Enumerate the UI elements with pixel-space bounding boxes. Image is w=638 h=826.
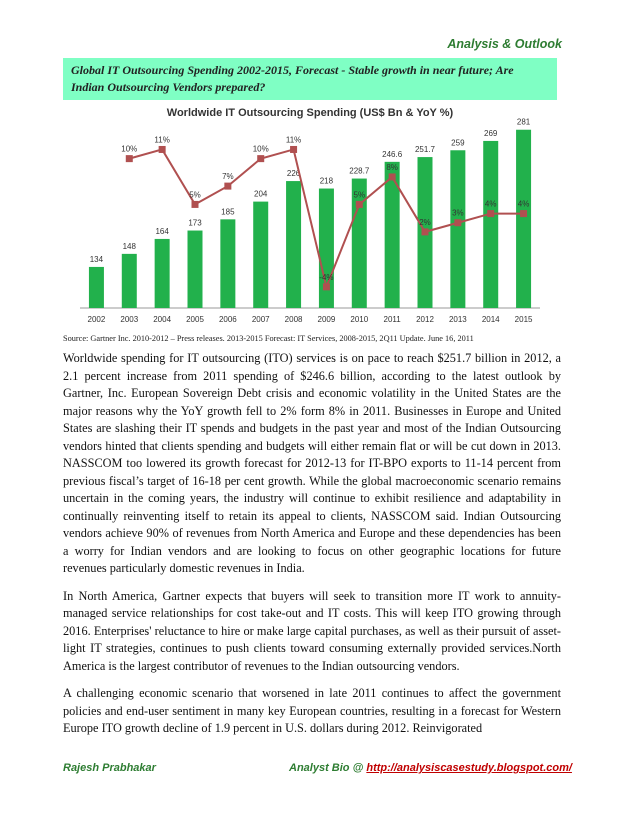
footer-bio-label: Analyst Bio @ xyxy=(289,762,367,774)
bar-2004 xyxy=(155,239,170,308)
bar-label-2009: 218 xyxy=(319,176,334,186)
bar-2007 xyxy=(253,202,268,308)
yoy-label-2014: 4% xyxy=(484,199,497,209)
tick-2005: 2005 xyxy=(186,315,204,324)
bio-link[interactable]: http://analysiscasestudy.blogspot.com/ xyxy=(366,762,572,774)
yoy-point-2004 xyxy=(159,146,166,153)
bar-2014 xyxy=(483,141,498,308)
yoy-label-2010: 5% xyxy=(353,190,366,200)
yoy-label-2007: 10% xyxy=(252,144,269,154)
bar-2015 xyxy=(516,130,531,308)
bar-label-2006: 185 xyxy=(221,207,235,217)
yoy-label-2006: 7% xyxy=(222,172,234,182)
yoy-label-2003: 10% xyxy=(121,144,138,154)
yoy-point-2008 xyxy=(290,146,297,153)
bar-label-2008: 226 xyxy=(286,169,301,179)
yoy-point-2013 xyxy=(454,219,461,226)
bar-label-2013: 259 xyxy=(451,138,465,148)
chart-source: Source: Gartner Inc. 2010-2012 – Press releases. 2013-2015 Forecast: IT Services, 2008-2015, 2Q11 Update. June 16, 2011 xyxy=(63,334,474,343)
bar-label-2015: 281 xyxy=(516,117,531,127)
bar-label-2014: 269 xyxy=(484,128,498,138)
bar-label-2007: 204 xyxy=(254,189,268,199)
tick-2004: 2004 xyxy=(153,315,172,324)
bar-2002 xyxy=(89,267,104,308)
yoy-label-2012: 2% xyxy=(419,217,431,227)
tick-2002: 2002 xyxy=(87,315,106,324)
bar-label-2011: 246.6 xyxy=(382,149,403,159)
tick-2009: 2009 xyxy=(317,315,336,324)
bar-label-2004: 164 xyxy=(155,226,169,236)
bar-2013 xyxy=(450,150,465,308)
paragraph-3: A challenging economic scenario that worsened in late 2011 continues to affect the government policies and end-user sentiment in many key European countries, resulting in a forecast for Western Europe ITO growth decline of 1.9 percent in U.S. dollars during 2012. Reinvigorated xyxy=(63,686,561,735)
tick-2013: 2013 xyxy=(448,315,467,324)
yoy-label-2005: 5% xyxy=(189,190,201,200)
yoy-point-2010 xyxy=(356,201,363,208)
yoy-point-2005 xyxy=(192,201,199,208)
bar-label-2005: 173 xyxy=(188,218,202,228)
yoy-point-2009 xyxy=(323,283,330,290)
tick-2010: 2010 xyxy=(350,315,369,324)
tick-2012: 2012 xyxy=(416,315,434,324)
bar-2011 xyxy=(385,162,400,308)
footer-bio xyxy=(289,762,572,774)
yoy-label-2009: -4% xyxy=(319,272,334,282)
yoy-label-2011: 8% xyxy=(386,162,398,172)
yoy-point-2007 xyxy=(257,155,264,162)
yoy-label-2004: 11% xyxy=(154,135,170,145)
bar-label-2010: 228.7 xyxy=(349,166,370,176)
yoy-point-2015 xyxy=(520,210,527,217)
bar-label-2002: 134 xyxy=(89,254,104,264)
bar-label-2012: 251.7 xyxy=(414,145,436,155)
paragraph-1: Worldwide spending for IT outsourcing (ITO) services is on pace to reach $251.7 billion in 2012, a 2.1 percent increase from 2011 spending of $246.6 billion, according to the latest outlook by Gartner, Inc. European Sovereign Debt crisis and economic volatility in the United States are the major reasons why the YoY growth fell to 2% form 8% in 2011. Businesses in Europe and United States are slashing their IT spends and budgets in the past year and most of the Indian Outsourcing vendors hinted that clients spending and budgets will either remain flat or will be cut down in 2013. NASSCOM too lowered its growth forecast for 2012-13 for IT-BPO exports to 11-14 percent from previous fiscal’s target of 16-18 per cent growth. While the global macroeconomic scenario remains uncertain in the coming years, the industry will continue to exhibit resilience and adaptability in continually reinventing itself to retain its appeal to clients, NASSCOM said. Indian Outsourcing vendors achieve 90% of revenues from North America and Europe and these dependencies has been a worry for Indian vendors and are looking to focus on other geographic locations for future revenues particularly domestic revenues in India. xyxy=(63,351,561,575)
paragraph-2: In North America, Gartner expects that buyers will seek to transition more IT work to annuity-managed service relationships for cost take-out and IT costs. This will keep ITO growing through 2016. Enterprises' reluctance to hire or make large capital purchases, as well as their pursuit of asset-light IT strategies, continues to push clients toward consuming externally provided services.North America is the largest contributor of revenues to the Indian outsourcing vendors. xyxy=(63,588,561,673)
yoy-label-2008: 11% xyxy=(285,135,302,145)
yoy-point-2011 xyxy=(389,173,396,180)
yoy-point-2012 xyxy=(422,228,429,235)
figure-title: Global IT Outsourcing Spending 2002-2015, Forecast - Stable growth in near future; Are Indian Outsourcing Vendors prepared? xyxy=(63,58,557,100)
chart-title: Worldwide IT Outsourcing Spending (US$ Bn & YoY %) xyxy=(166,107,454,119)
bar-label-2003: 148 xyxy=(122,241,136,251)
tick-2015: 2015 xyxy=(514,315,533,324)
bar-2005 xyxy=(188,231,203,308)
yoy-point-2003 xyxy=(126,155,133,162)
bar-2008 xyxy=(286,181,301,308)
spending-chart xyxy=(70,100,550,332)
article-body xyxy=(63,350,561,748)
tick-2007: 2007 xyxy=(251,315,270,324)
bar-2003 xyxy=(122,254,137,308)
tick-2014: 2014 xyxy=(481,315,500,324)
bar-2006 xyxy=(220,219,235,308)
yoy-label-2015: 4% xyxy=(517,199,530,209)
tick-2006: 2006 xyxy=(218,315,237,324)
yoy-point-2014 xyxy=(487,210,494,217)
tick-2003: 2003 xyxy=(120,315,139,324)
yoy-label-2013: 3% xyxy=(452,208,464,218)
footer-author: Rajesh Prabhakar xyxy=(63,762,156,774)
tick-2011: 2011 xyxy=(383,315,401,324)
tick-2008: 2008 xyxy=(284,315,303,324)
section-heading: Analysis & Outlook xyxy=(447,37,562,51)
yoy-point-2006 xyxy=(224,183,231,190)
